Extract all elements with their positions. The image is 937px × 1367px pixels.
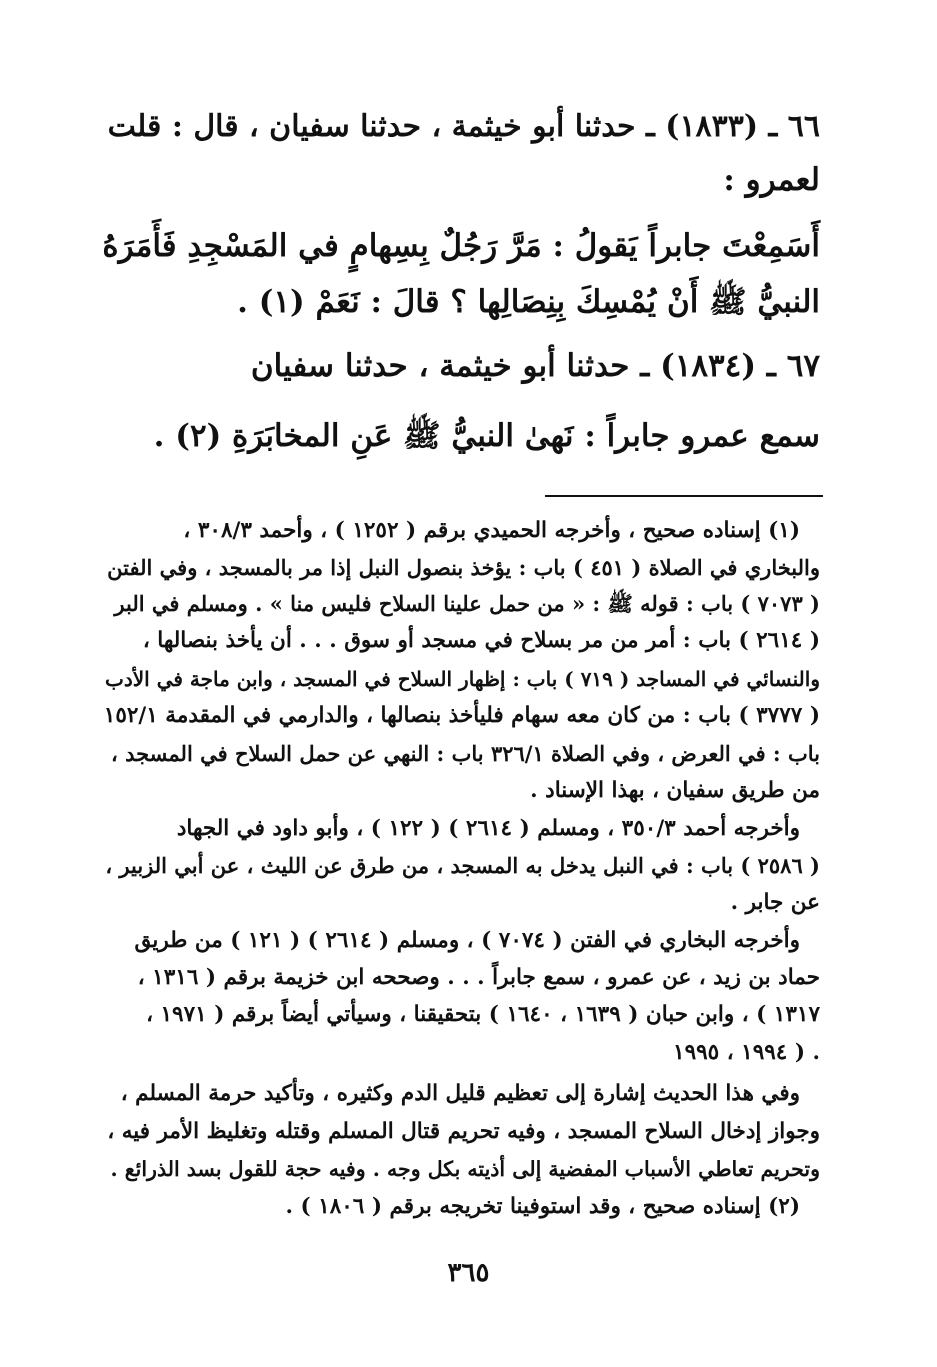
footnote-1-line: ( ٣٧٧٧ ) باب : من كان معه سهام فليأخذ بنصالها ، والدارمي في المقدمة ١٥٢/١: [103, 703, 820, 728]
footnote-1-line: ( ٧٠٧٣ ) باب : قوله ﷺ : « من حمل علينا السلاح فليس منا » . ومسلم في البر: [114, 591, 820, 616]
footnote-1-line: عن جابر .: [730, 890, 820, 915]
hadith-66-header-cont: لعمرو :: [723, 162, 820, 198]
footnote-1-line: ( ٢٦١٤ ) باب : أمر من مر بسلاح في مسجد أو سوق . . . أن يأخذ بنصالها ،: [142, 628, 820, 653]
footnote-1-line: وتحريم تعاطي الأسباب المفضية إلى أذيته بكل وجه . وفيه حجة للقول بسد الذرائع .: [110, 1157, 820, 1181]
footnote-1-line: وأخرجه البخاري في الفتن ( ٧٠٧٤ ) ، ومسلم ( ٢٦١٤ ) ( ١٢١ ) من طريق: [134, 928, 800, 953]
footnote-1-line: والبخاري في الصلاة ( ٤٥١ ) باب : يؤخذ بنصول النبل إذا مر بالمسجد ، وفي الفتن: [107, 555, 820, 580]
hadith-66-text: أَسَمِعْتَ جابراً يَقولُ : مَرَّ رَجُلٌ بِسِهامٍ في المَسْجِدِ فَأَمَرَهُ: [102, 228, 820, 264]
hadith-67-text: سمع عمرو جابراً : نَهىٰ النبيُّ ﷺ عَنِ المخابَرَةِ (٢) .: [153, 418, 820, 454]
footnote-separator: [545, 495, 823, 497]
footnote-1-line: ( ٢٥٨٦ ) باب : في النبل يدخل به المسجد ، من طرق عن الليث ، عن أبي الزبير ،: [105, 853, 820, 878]
footnote-1-line: حماد بن زيد ، عن عمرو ، سمع جابراً . . . وصححه ابن خزيمة برقم ( ١٣١٦ ،: [137, 965, 820, 990]
footnote-1-line: وأخرجه أحمد ٣٥٠/٣ ، ومسلم ( ٢٦١٤ ) ( ١٢٢ ) ، وأبو داود في الجهاد: [176, 816, 800, 841]
page-number: ٣٦٥: [447, 1258, 490, 1288]
footnote-1-line: وجواز إدخال السلاح المسجد ، وفيه تحريم قتال المسلم وقتله وتغليظ الأمر فيه ،: [107, 1119, 820, 1144]
footnote-2-line: (٢) إسناده صحيح ، وقد استوفينا تخريجه برقم ( ١٨٠٦ ) .: [285, 1194, 800, 1219]
footnote-1-line: والنسائي في المساجد ( ٧١٩ ) باب : إظهار السلاح في المسجد ، وابن ماجة في الأدب: [105, 667, 820, 691]
footnote-1-line: (١) إسناده صحيح ، وأخرجه الحميدي برقم ( ١٢٥٢ ) ، وأحمد ٣٠٨/٣ ،: [183, 518, 800, 543]
footnote-1-line: وفي هذا الحديث إشارة إلى تعظيم قليل الدم وكثيره ، وتأكيد حرمة المسلم ،: [120, 1081, 800, 1106]
footnote-1-line: ١٣١٧ ) ، وابن حبان ( ١٦٣٩ ، ١٦٤٠ ) بتحقيقنا ، وسيأتي أيضاً برقم ( ١٩٧١ ،: [146, 1002, 820, 1027]
hadith-67-header: ٦٧ ـ (١٨٣٤) ـ حدثنا أبو خيثمة ، حدثنا سفيان: [250, 348, 820, 384]
footnote-1-line: باب : في العرض ، وفي الصلاة ٣٢٦/١ باب : النهي عن حمل السلاح في المسجد ،: [111, 741, 820, 766]
hadith-66-text-cont: النبيُّ ﷺ أَنْ يُمْسِكَ بِنِصَالِها ؟ قالَ : نَعَمْ (١) .: [237, 284, 820, 320]
footnote-1-line: ١٩٩٤ ، ١٩٩٥ ) .: [673, 1040, 820, 1065]
footnote-1-line: من طريق سفيان ، بهذا الإسناد .: [530, 778, 820, 803]
hadith-66-header: ٦٦ ـ (١٨٣٣) ـ حدثنا أبو خيثمة ، حدثنا سفيان ، قال : قلت: [107, 109, 820, 144]
